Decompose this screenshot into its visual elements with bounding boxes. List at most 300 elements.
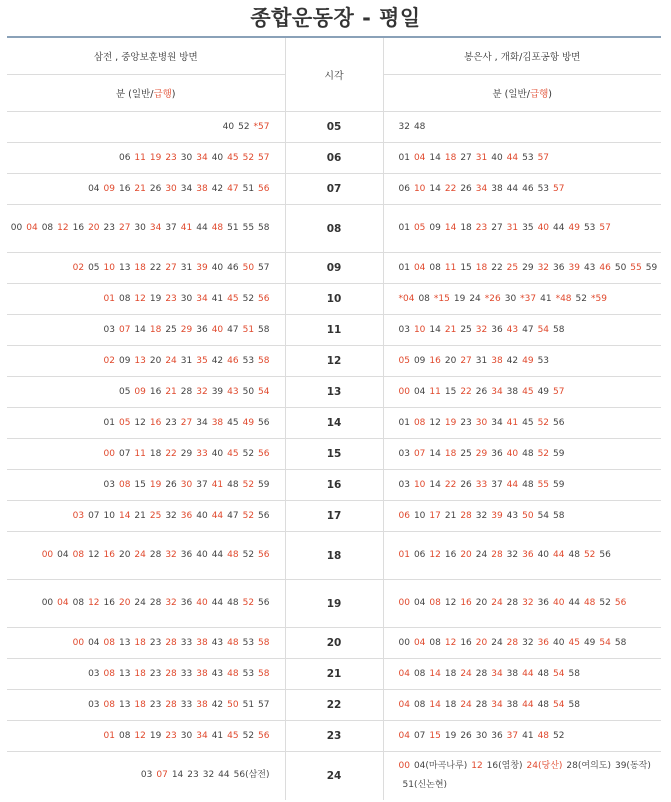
right-minutes: [383, 284, 661, 315]
express-minute: 01: [398, 550, 410, 560]
express-minute: 11: [444, 262, 457, 273]
right-minutes: [383, 628, 661, 659]
minute: 51: [227, 223, 239, 233]
minute: 00: [398, 637, 410, 648]
express-minute: 54: [258, 386, 270, 397]
minute: 07: [88, 510, 100, 521]
express-minute: 04: [413, 152, 426, 163]
minute: 28: [506, 598, 519, 608]
express-minute: 32: [522, 598, 534, 608]
minute: 44: [211, 550, 224, 560]
hour-cell: 07: [285, 174, 383, 205]
minute: 36: [553, 262, 565, 273]
minute: 19: [444, 730, 457, 741]
minute: 29: [180, 448, 193, 459]
minute: 28: [180, 386, 193, 397]
right-minutes: [383, 112, 661, 143]
minute: 04: [88, 183, 100, 194]
minute: 41: [211, 293, 224, 304]
express-minute: 27: [460, 355, 472, 366]
hour-cell: 13: [285, 377, 383, 408]
express-minute: 57: [553, 386, 565, 397]
minute: 03: [88, 668, 100, 679]
express-minute: 18: [444, 448, 457, 459]
minute: 18: [444, 699, 457, 710]
minute: 56: [258, 417, 270, 428]
express-minute: 34: [196, 152, 208, 163]
minute: 08: [413, 668, 426, 679]
minute: 12: [88, 550, 100, 560]
minute: 21: [134, 510, 146, 521]
express-minute: 34: [491, 386, 503, 397]
minute: 47: [227, 510, 239, 521]
minute: 53: [537, 183, 550, 194]
minute: 48: [227, 598, 239, 608]
minute: 53: [583, 223, 596, 233]
express-minute: 38: [196, 183, 208, 194]
right-minutes: [383, 501, 661, 532]
express-minute: 04: [398, 699, 410, 710]
minute: 56: [258, 510, 270, 521]
express-minute: 56: [258, 448, 270, 459]
minute: 25: [460, 448, 472, 459]
minute: 42: [211, 355, 224, 366]
express-minute: 22: [460, 386, 472, 397]
express-minute: 56: [258, 183, 270, 194]
minute: 58: [258, 324, 270, 335]
express-minute: 56: [258, 550, 270, 560]
left-minutes: [7, 205, 285, 253]
express-minute: 48: [211, 223, 224, 233]
express-minute: 43: [506, 324, 519, 335]
left-minutes: [7, 470, 285, 501]
express-minute: 08: [103, 668, 115, 679]
minute: 16: [118, 183, 131, 194]
left-minutes: [7, 346, 285, 377]
minute: 24: [469, 293, 481, 304]
minute: 49: [583, 637, 596, 648]
minute: 16: [460, 637, 472, 648]
minute: 30: [180, 293, 193, 304]
express-minute: 20: [118, 598, 131, 608]
minute: 40: [211, 448, 224, 459]
minute: 58: [553, 510, 565, 521]
left-minutes: [7, 112, 285, 143]
minute: 01: [103, 417, 115, 428]
minute: 37: [165, 223, 177, 233]
express-minute: 00: [72, 637, 85, 648]
timetable-row: [7, 174, 661, 205]
minute: 36: [180, 598, 193, 608]
express-minute: 23: [165, 293, 177, 304]
express-minute: 23: [165, 152, 177, 163]
minute: 09: [118, 355, 131, 366]
express-minute: 04: [398, 730, 410, 741]
minute: 16: [103, 598, 115, 608]
express-minute: 38: [491, 355, 503, 366]
minute: 48: [227, 479, 239, 490]
express-minute: 02: [103, 355, 115, 366]
express-minute: 14: [429, 668, 441, 679]
express-minute: 10: [413, 183, 426, 194]
minute: 36: [537, 598, 550, 608]
express-minute: 18: [444, 152, 457, 163]
minute: 31: [180, 355, 193, 366]
express-minute: 00: [398, 760, 410, 771]
express-minute: 05: [118, 417, 131, 428]
minute: 48: [537, 699, 550, 710]
express-minute: 16: [149, 417, 162, 428]
hour-cell: 09: [285, 253, 383, 284]
minute: 44: [506, 183, 519, 194]
express-minute: 29: [180, 324, 193, 335]
express-minute: 28: [165, 668, 177, 679]
time-column-header: 시각: [285, 37, 383, 112]
minute: 27: [460, 152, 472, 163]
minute: 30: [180, 730, 193, 741]
timetable-row: [7, 408, 661, 439]
express-minute: 18: [134, 668, 146, 679]
minute: 23: [103, 223, 115, 233]
express-minute: 12: [134, 730, 146, 741]
express-minute: 30: [180, 479, 193, 490]
minute: 34: [180, 183, 193, 194]
express-minute: 55: [537, 479, 550, 490]
express-minute: 48: [227, 668, 239, 679]
hour-cell: 19: [285, 580, 383, 628]
express-minute: 40: [537, 223, 550, 233]
express-minute: *48: [555, 293, 572, 304]
express-minute: 18: [134, 699, 146, 710]
minute: 48: [537, 668, 550, 679]
left-minutes: [7, 659, 285, 690]
express-minute: 34: [491, 668, 503, 679]
minute: 04: [413, 386, 426, 397]
minute: 41: [540, 293, 552, 304]
express-minute: 40: [196, 598, 208, 608]
right-minutes: [383, 439, 661, 470]
express-minute: *37: [520, 293, 537, 304]
minute: 14: [429, 183, 441, 194]
minute: 03: [103, 324, 115, 335]
minute: 08: [429, 262, 441, 273]
timetable-row: [7, 532, 661, 580]
minute: 33: [180, 668, 193, 679]
minute: 40: [196, 550, 208, 560]
express-minute: 04: [398, 668, 410, 679]
minute: 38: [491, 183, 503, 194]
express-minute: 11: [134, 448, 146, 459]
express-minute: 52: [583, 550, 596, 560]
express-label: 급행: [153, 89, 172, 100]
express-minute: 41: [211, 479, 224, 490]
express-minute: 12: [134, 293, 146, 304]
express-minute: 08: [118, 479, 131, 490]
express-minute: 48: [537, 730, 550, 741]
minute: 03: [140, 770, 153, 781]
minute: 52: [242, 448, 255, 459]
minute: 16(염창): [486, 760, 523, 771]
express-minute: 14: [429, 699, 441, 710]
express-minute: 22: [444, 183, 457, 194]
minute: 36: [491, 730, 503, 741]
minute: 13: [118, 637, 131, 648]
minute: 43: [211, 637, 224, 648]
timetable-row: [7, 205, 661, 253]
express-minute: 54: [599, 637, 611, 648]
minute: 39: [211, 386, 224, 397]
minute: 42: [506, 355, 519, 366]
timetable-row: [7, 143, 661, 174]
minute: 39(동작): [614, 760, 651, 771]
minute: 40: [222, 121, 235, 132]
express-minute: 54: [537, 324, 550, 335]
minute: 19: [149, 293, 162, 304]
express-minute: 16: [103, 550, 115, 560]
hour-cell: 15: [285, 439, 383, 470]
express-minute: 32: [196, 386, 208, 397]
minute: 32: [506, 550, 519, 560]
minute: 57: [258, 699, 270, 710]
minute: 32: [202, 770, 215, 781]
right-minutes: [383, 346, 661, 377]
minute: 01: [398, 152, 410, 163]
express-minute: 44: [211, 510, 224, 521]
express-minute: 32: [165, 598, 177, 608]
minute: 24: [134, 598, 146, 608]
minute: 23: [165, 417, 177, 428]
minute: 26: [460, 479, 472, 490]
express-minute: 34: [491, 699, 503, 710]
minute: 58: [553, 324, 565, 335]
minute: 40: [196, 510, 208, 521]
express-minute: 24: [134, 550, 146, 560]
express-minute: 03: [72, 510, 85, 521]
express-minute: 34: [149, 223, 162, 233]
minute: 24: [475, 550, 488, 560]
express-minute: 10: [413, 324, 426, 335]
minute: 52: [238, 121, 250, 132]
minute: 53: [537, 355, 550, 366]
timetable-row: [7, 112, 661, 143]
timetable-row: [7, 501, 661, 532]
minute: 03: [88, 699, 100, 710]
minute: 51(신논현): [402, 779, 448, 790]
minute: 28: [149, 550, 162, 560]
express-minute: 44: [506, 479, 519, 490]
minute: 06: [398, 183, 410, 194]
minute: 30: [134, 223, 146, 233]
express-minute: 46: [599, 262, 611, 273]
minute: 15: [134, 479, 146, 490]
minute: 41: [522, 730, 534, 741]
minute: 07: [413, 730, 426, 741]
express-minute: 36: [522, 550, 534, 560]
minute: 03: [398, 479, 410, 490]
express-minute: 04: [413, 262, 426, 273]
express-minute: 07: [156, 770, 168, 781]
express-minute: 12: [88, 598, 100, 608]
timetable-row: [7, 284, 661, 315]
express-minute: 30: [475, 417, 488, 428]
minute: 30: [475, 730, 488, 741]
express-minute: 32: [475, 324, 488, 335]
express-minute: 24(당산): [526, 760, 563, 771]
minute: 26: [165, 479, 177, 490]
minute: 08: [118, 293, 131, 304]
minute: 13: [118, 668, 131, 679]
minute: 32: [398, 121, 410, 132]
minute: 31: [180, 262, 193, 273]
express-minute: 22: [444, 479, 457, 490]
minute: 16: [149, 386, 162, 397]
express-minute: *26: [484, 293, 501, 304]
express-minute: 22: [165, 448, 177, 459]
right-minutes: [383, 532, 661, 580]
minute: 43: [211, 668, 224, 679]
express-minute: 57: [258, 152, 270, 163]
minute: 06: [118, 152, 131, 163]
express-minute: 04: [26, 223, 38, 233]
minute: 35: [522, 223, 534, 233]
timetable-row: [7, 690, 661, 721]
express-minute: 58: [258, 637, 270, 648]
express-minute: 05: [413, 223, 426, 233]
minute: 49: [537, 386, 550, 397]
hour-cell: 14: [285, 408, 383, 439]
minute: 08: [118, 730, 131, 741]
minute: 50: [242, 386, 255, 397]
express-minute: 15: [429, 730, 441, 741]
minute: 56(삼전): [233, 770, 270, 781]
minute: 40: [553, 637, 565, 648]
minute: 18: [149, 448, 162, 459]
minute: 33: [180, 699, 193, 710]
express-minute: 40: [553, 598, 565, 608]
minute: 07: [118, 448, 131, 459]
timetable-row: [7, 346, 661, 377]
express-minute: 44: [506, 152, 519, 163]
timetable-row: [7, 580, 661, 628]
right-minutes: [383, 690, 661, 721]
left-minutes: [7, 377, 285, 408]
express-minute: 52: [242, 479, 255, 490]
express-minute: 35: [196, 355, 208, 366]
express-minute: 00: [103, 448, 115, 459]
minute: 15: [444, 386, 457, 397]
express-minute: 10: [413, 479, 426, 490]
express-minute: 07: [413, 448, 426, 459]
express-minute: *04: [398, 293, 415, 304]
express-minute: 25: [149, 510, 162, 521]
express-minute: 39: [568, 262, 580, 273]
minute: 40: [491, 152, 503, 163]
express-minute: 38: [196, 668, 208, 679]
express-minute: 55: [630, 262, 642, 273]
express-minute: 41: [180, 223, 193, 233]
express-minute: 02: [72, 262, 85, 273]
minute: 52: [242, 550, 255, 560]
page-title: 종합운동장 - 평일: [250, 6, 421, 30]
left-minutes: [7, 580, 285, 628]
express-minute: 19: [149, 479, 162, 490]
express-minute: 49: [568, 223, 580, 233]
right-minutes: [383, 580, 661, 628]
minute: 51: [242, 699, 255, 710]
express-minute: 20: [475, 637, 488, 648]
express-minute: 45: [227, 730, 239, 741]
express-minute: 46: [227, 355, 239, 366]
express-minute: 28: [165, 637, 177, 648]
express-minute: 18: [475, 262, 488, 273]
express-minute: 52: [537, 448, 550, 459]
right-minutes: [383, 205, 661, 253]
minute: 23: [187, 770, 199, 781]
express-minute: 24: [491, 598, 503, 608]
minute: 08: [41, 223, 54, 233]
minute: 52: [575, 293, 587, 304]
minute: 56: [599, 550, 611, 560]
express-minute: 52: [242, 598, 255, 608]
minute: 26: [475, 386, 488, 397]
minute: 01: [398, 417, 410, 428]
express-minute: 49: [522, 355, 534, 366]
express-minute: 01: [103, 293, 115, 304]
express-minute: 48: [227, 550, 239, 560]
express-minute: 39: [196, 262, 208, 273]
timetable-row: [7, 628, 661, 659]
minute: 26: [460, 183, 472, 194]
minute: 08: [429, 637, 441, 648]
express-minute: 08: [413, 417, 426, 428]
minute: 44: [196, 223, 208, 233]
left-minutes: [7, 628, 285, 659]
left-minutes: [7, 501, 285, 532]
left-subheader: 분 (일반/급행): [7, 75, 285, 112]
right-minutes: [383, 752, 661, 800]
minute: 30: [504, 293, 517, 304]
express-minute: 28: [491, 550, 503, 560]
minute: 20: [475, 598, 488, 608]
minute: 30: [180, 152, 193, 163]
minute: 14: [429, 448, 441, 459]
express-minute: 34: [475, 183, 488, 194]
minute: 14: [429, 324, 441, 335]
minute: 12: [444, 598, 457, 608]
right-minutes: [383, 174, 661, 205]
timetable-row: [7, 439, 661, 470]
minute: 04: [88, 637, 100, 648]
minute: 28: [149, 598, 162, 608]
minute: 03: [398, 448, 410, 459]
hour-cell: 18: [285, 532, 383, 580]
minute: 18: [460, 223, 472, 233]
express-minute: 32: [165, 550, 177, 560]
right-minutes: [383, 721, 661, 752]
express-minute: 21: [444, 324, 457, 335]
minute: 22: [149, 262, 162, 273]
express-minute: 45: [522, 386, 534, 397]
minute: 45: [227, 417, 239, 428]
minute: 44: [218, 770, 230, 781]
express-minute: 08: [103, 699, 115, 710]
express-minute: 58: [258, 355, 270, 366]
timetable-row: [7, 752, 661, 800]
right-minutes: [383, 315, 661, 346]
express-minute: 12: [57, 223, 69, 233]
minute: 14: [134, 324, 146, 335]
minute: 37: [491, 479, 503, 490]
